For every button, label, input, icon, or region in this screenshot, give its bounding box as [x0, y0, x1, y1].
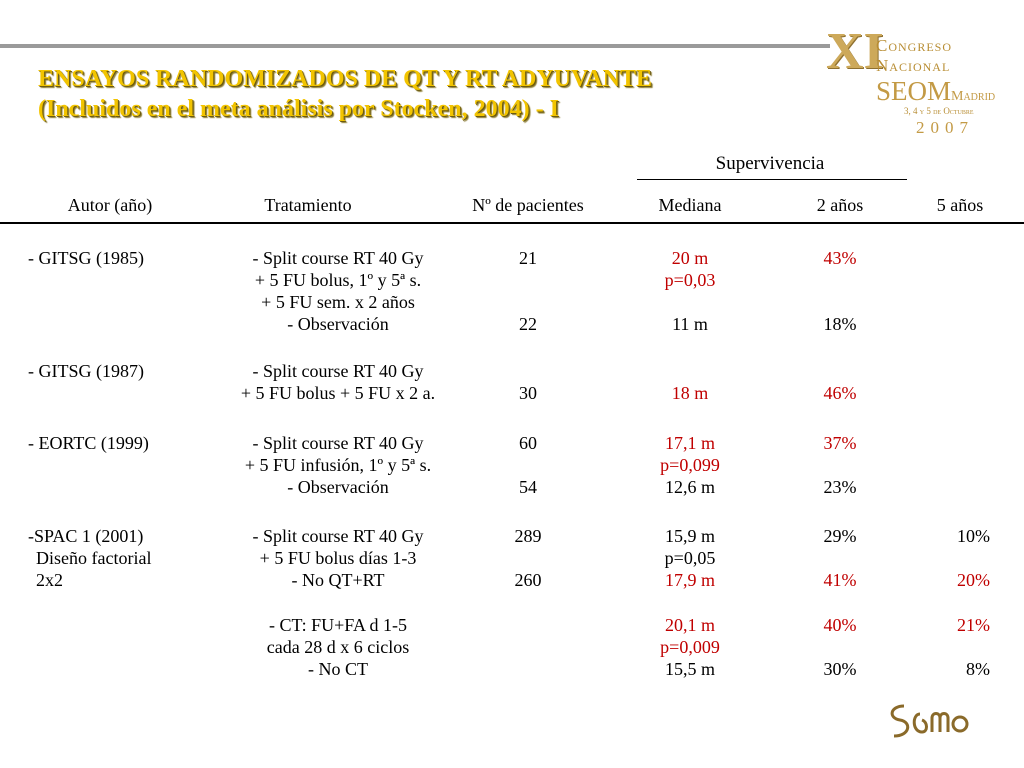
cell-author: - EORTC (1999)	[28, 433, 149, 453]
cell-author: -SPAC 1 (2001)	[28, 526, 144, 546]
cell-median: p=0,099	[660, 455, 720, 475]
cell-treatment: - Split course RT 40 Gy	[252, 248, 424, 268]
cell-patients: 60	[519, 433, 537, 453]
cell-treatment: + 5 FU bolus, 1º y 5ª s.	[254, 270, 422, 290]
cell-treatment: + 5 FU sem. x 2 años	[261, 292, 415, 312]
slide-title	[38, 64, 818, 124]
cell-median: p=0,05	[664, 548, 716, 568]
header-five-year: 5 años	[936, 195, 984, 215]
cell-patients: 289	[514, 526, 542, 546]
cell-five-year: 8%	[966, 659, 990, 679]
top-divider	[0, 44, 830, 48]
cell-treatment: - Split course RT 40 Gy	[252, 526, 424, 546]
cell-treatment: - Split course RT 40 Gy	[252, 433, 424, 453]
cell-median: 11 m	[672, 314, 708, 334]
cell-two-year: 41%	[823, 570, 857, 590]
logo-brand: SEOM	[876, 76, 952, 106]
cell-five-year: 21%	[957, 615, 990, 635]
cell-median: 12,6 m	[664, 477, 716, 497]
cell-two-year: 30%	[823, 659, 857, 679]
logo-numeral: XI	[826, 23, 884, 80]
cell-treatment: - Split course RT 40 Gy	[252, 361, 424, 381]
cell-median: 17,1 m	[664, 433, 716, 453]
cell-patients: 30	[519, 383, 537, 403]
cell-two-year: 18%	[823, 314, 857, 334]
cell-median: 20 m	[671, 248, 709, 268]
cell-five-year: 20%	[957, 570, 990, 590]
cell-treatment: + 5 FU infusión, 1º y 5ª s.	[244, 455, 432, 475]
cell-treatment: + 5 FU bolus + 5 FU x 2 a.	[240, 383, 436, 403]
cell-treatment: - No QT+RT	[291, 570, 385, 590]
cell-median: 20,1 m	[664, 615, 716, 635]
cell-two-year: 29%	[823, 526, 857, 546]
cell-two-year: 23%	[823, 477, 857, 497]
cell-two-year: 43%	[823, 248, 857, 268]
header-patients: Nº de pacientes	[472, 195, 584, 215]
cell-two-year: 46%	[823, 383, 857, 403]
cell-five-year: 10%	[957, 526, 990, 546]
logo-city: Madrid	[951, 89, 996, 104]
title-line-1: ENSAYOS RANDOMIZADOS DE QT Y RT ADYUVANTE	[38, 66, 652, 92]
header-author: Autor (año)	[67, 195, 153, 215]
cell-author: - GITSG (1987)	[28, 361, 144, 381]
logo-congreso: Congreso	[876, 36, 953, 55]
cell-patients: 54	[519, 477, 537, 497]
cell-two-year: 40%	[823, 615, 857, 635]
logo-nacional: Nacional	[876, 56, 951, 75]
cell-author: Diseño factorial	[36, 548, 152, 568]
logo-year: 2007	[916, 118, 974, 137]
cell-two-year: 37%	[823, 433, 857, 453]
cell-patients: 260	[514, 570, 542, 590]
cell-median: p=0,009	[660, 637, 720, 657]
cell-treatment: - No CT	[308, 659, 368, 679]
header-median: Mediana	[658, 195, 722, 215]
cell-median: p=0,03	[664, 270, 716, 290]
cell-treatment: - CT: FU+FA d 1-5	[269, 615, 407, 635]
title-line-2: (Incluidos en el meta análisis por Stocken, 2004) - I	[38, 96, 559, 122]
survival-group-rule	[637, 179, 907, 180]
cell-author: - GITSG (1985)	[28, 248, 144, 268]
cell-treatment: - Observación	[287, 477, 389, 497]
header-divider	[0, 222, 1024, 224]
cell-treatment: - Observación	[287, 314, 389, 334]
cell-patients: 22	[519, 314, 537, 334]
header-two-year: 2 años	[816, 195, 864, 215]
cell-median: 15,9 m	[664, 526, 716, 546]
cell-median: 18 m	[671, 383, 709, 403]
logo-dates: 3, 4 y 5 de Octubre	[904, 106, 974, 116]
cell-author: 2x2	[36, 570, 63, 590]
survival-group-header: Supervivencia	[715, 153, 825, 174]
cell-median: 17,9 m	[664, 570, 716, 590]
cell-median: 15,5 m	[664, 659, 716, 679]
cell-patients: 21	[519, 248, 537, 268]
header-treatment: Tratamiento	[264, 195, 352, 215]
congress-logo-icon	[818, 0, 1024, 150]
cell-treatment: + 5 FU bolus días 1-3	[259, 548, 417, 568]
seom-signature-icon	[882, 698, 974, 744]
cell-treatment: cada 28 d x 6 ciclos	[266, 637, 410, 657]
